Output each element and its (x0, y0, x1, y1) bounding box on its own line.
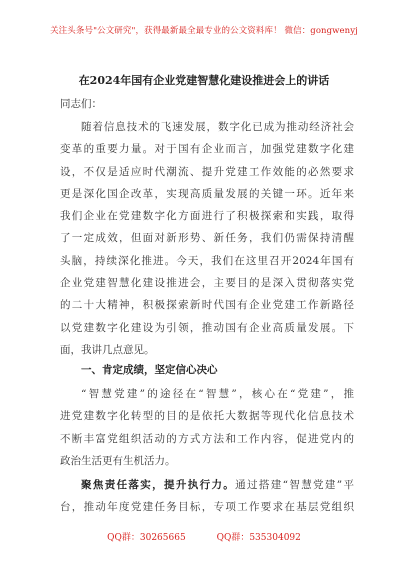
text-line: 设，不仅是适应时代潮流、提升党建工作效能的必然要求 (60, 165, 354, 178)
text-line: 变革的重要力量。对于国有企业而言，加强党建数字化建 (60, 143, 354, 156)
bold-lead: 聚焦责任落实，提升执行力。 (81, 479, 236, 491)
text-line (60, 474, 354, 496)
text-run: 通过搭建“智慧党建”平 (235, 479, 354, 491)
text-line: 政治生活更有生机活力。 (60, 454, 176, 467)
text-line: 台，推动年度党建任务目标，专项工作要求在基层党组织 (60, 501, 354, 514)
document-title: 在2024年国有企业党建智慧化建设推进会上的讲话 (78, 74, 330, 87)
text-line: 我们企业在党建数字化方面进行了积极探索和实践，取得 (60, 210, 354, 223)
text-line: 不断丰富党组织活动的方式方法和工作内容，促进党内的 (60, 432, 354, 445)
qq-group-2: QQ群：535304092 (216, 533, 301, 543)
text-line: 更是深化国企改革，实现高质量发展的关键一环。近年来 (60, 187, 354, 200)
paragraph-smart-party (60, 383, 354, 472)
salutation: 同志们： (60, 98, 102, 110)
text-line: 了一定成效，但面对新形势、新任务，我们仍需保持清醒 (60, 232, 354, 245)
text-line: 企业党建智慧化建设推进会，主要目的是深入贯彻落实党 (60, 277, 354, 290)
text-line: 头脑，持续深化推进。今天，我们在这里召开2024年国有 (60, 254, 354, 267)
text-line: 面，我讲几点意见。 (60, 343, 155, 356)
top-banner: 关注头条号"公文研究"，获得最新最全最专业的公文资料库！ 微信：gongwenyj (50, 26, 358, 36)
paragraph-intro (60, 116, 354, 361)
paragraph-responsibility (60, 474, 354, 519)
text-line: “智慧党建”的途径在“智慧”，核心在“党建”，推 (81, 388, 354, 400)
section-heading: 一、肯定成绩，坚定信心决心 (81, 364, 218, 376)
text-line: 以党建数字化建设为引领，推动国有企业高质量发展。下 (60, 321, 354, 334)
qq-group-1: QQ群：30265665 (107, 533, 186, 543)
text-line: 随着信息技术的飞速发展，数字化已成为推动经济社会 (81, 121, 354, 133)
text-line: 的二十大精神，积极探索新时代国有企业党建工作新路径 (60, 299, 354, 312)
text-line: 进党建数字化转型的目的是依托大数据等现代化信息技术 (60, 410, 354, 423)
footer (0, 530, 408, 543)
